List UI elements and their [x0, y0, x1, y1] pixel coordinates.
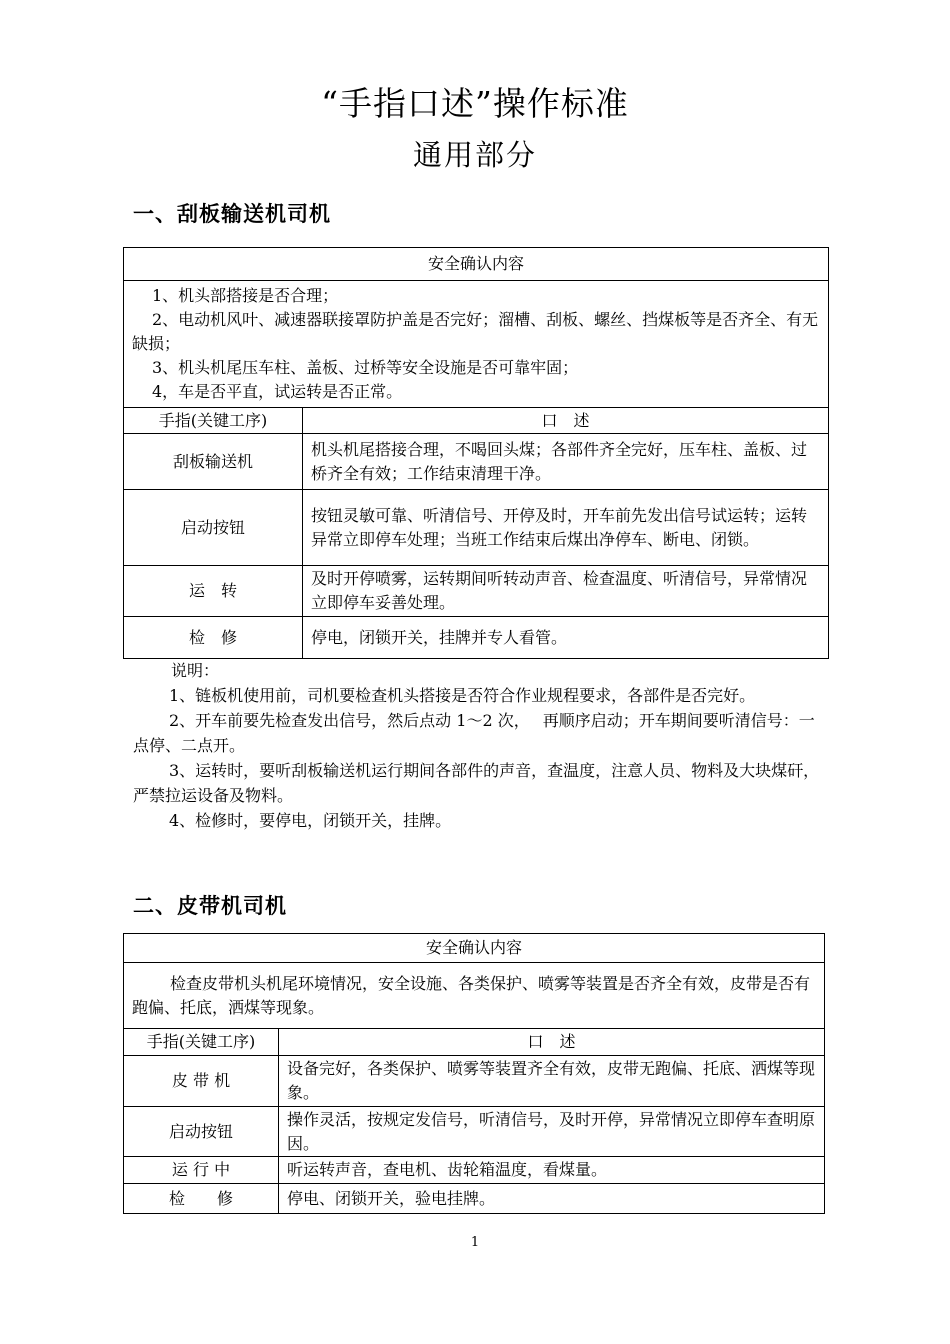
section1-notes — [133, 658, 825, 833]
desc-cell: 停电，闭锁开关，挂牌并专人看管。 — [303, 617, 829, 659]
section1-confirm-header: 安全确认内容 — [124, 248, 829, 281]
confirm-item: 3、机头机尾压车柱、盖板、过桥等安全设施是否可靠牢固； — [152, 358, 579, 377]
page-number: 1 — [470, 1235, 480, 1250]
notes-title: 说明： — [171, 661, 220, 680]
section1-table — [123, 247, 829, 659]
note-item: 2、开车前要先检查发出信号，然后点动 1～2 次， 再顺序启动；开车期间要听清信号：一点停、二点开。 — [133, 711, 815, 755]
note-item: 1、链板机使用前，司机要检查机头搭接是否符合作业规程要求，各部件是否完好。 — [169, 686, 756, 705]
section1-confirm-content — [124, 281, 829, 408]
section1-heading: 一、刮板输送机司机 — [133, 202, 331, 226]
table-row — [124, 1056, 825, 1107]
section2-confirm-header: 安全确认内容 — [124, 934, 825, 963]
page-subtitle: 通用部分 — [412, 138, 537, 172]
section2-confirm-content — [124, 963, 825, 1029]
section2-table — [123, 933, 825, 1214]
table-row — [124, 1184, 825, 1214]
step-cell: 启动按钮 — [124, 1107, 279, 1157]
table-row — [124, 1157, 825, 1184]
note-item: 3、运转时，要听刮板输送机运行期间各部件的声音，查温度，注意人员、物料及大块煤矸，严禁拉运设备及物料。 — [133, 761, 820, 805]
desc-cell: 听运转声音，查电机、齿轮箱温度，看煤量。 — [279, 1157, 825, 1184]
table-row — [124, 1107, 825, 1157]
table-row — [124, 490, 829, 566]
desc-cell: 机头机尾搭接合理，不喝回头煤；各部件齐全完好，压车柱、盖板、过桥齐全有效；工作结束清理干净。 — [303, 434, 829, 490]
col-header-step: 手指(关键工序) — [124, 1029, 279, 1056]
step-cell: 刮板输送机 — [124, 434, 303, 490]
table-row — [124, 566, 829, 617]
confirm-item: 4，车是否平直，试运转是否正常。 — [152, 382, 403, 401]
confirm-item: 2、电动机风叶、减速器联接罩防护盖是否完好；溜槽、刮板、螺丝、挡煤板等是否齐全、有无缺损； — [132, 310, 819, 353]
desc-cell: 按钮灵敏可靠、听清信号、开停及时，开车前先发出信号试运转；运转异常立即停车处理；当班工作结束后煤出净停车、断电、闭锁。 — [303, 490, 829, 566]
step-cell: 检 修 — [124, 617, 303, 659]
desc-cell: 停电、闭锁开关，验电挂牌。 — [279, 1184, 825, 1214]
confirm-item: 1、机头部搭接是否合理； — [152, 286, 339, 305]
col-header-step: 手指(关键工序) — [124, 408, 303, 434]
note-item: 4、检修时，要停电，闭锁开关，挂牌。 — [169, 811, 452, 830]
desc-cell: 操作灵活，按规定发信号，听清信号，及时开停，异常情况立即停车查明原因。 — [279, 1107, 825, 1157]
step-cell: 启动按钮 — [124, 490, 303, 566]
step-cell: 皮 带 机 — [124, 1056, 279, 1107]
desc-cell: 设备完好，各类保护、喷雾等装置齐全有效，皮带无跑偏、托底、洒煤等现象。 — [279, 1056, 825, 1107]
col-header-desc: 口 述 — [279, 1029, 825, 1056]
step-cell: 运 行 中 — [124, 1157, 279, 1184]
col-header-desc: 口 述 — [303, 408, 829, 434]
desc-cell: 及时开停喷雾，运转期间听转动声音、检查温度、听清信号，异常情况立即停车妥善处理。 — [303, 566, 829, 617]
page-title: “手指口述”操作标准 — [321, 84, 629, 123]
section2-heading: 二、皮带机司机 — [133, 894, 287, 918]
step-cell: 运 转 — [124, 566, 303, 617]
confirm-text: 检查皮带机头机尾环境情况，安全设施、各类保护、喷雾等装置是否齐全有效，皮带是否有跑偏、托底，洒煤等现象。 — [132, 973, 811, 1017]
table-row — [124, 434, 829, 490]
step-cell: 检 修 — [124, 1184, 279, 1214]
table-row — [124, 617, 829, 659]
